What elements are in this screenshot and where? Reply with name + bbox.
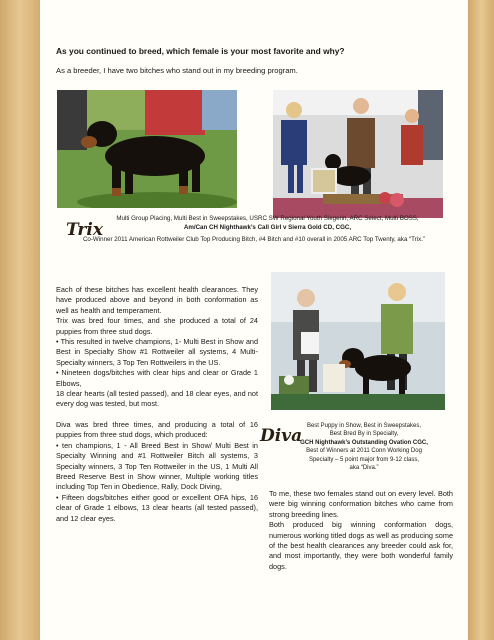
trix-stack-photo <box>57 90 237 208</box>
diva-win-photo <box>271 272 445 410</box>
page-edge-right <box>468 0 494 640</box>
right-column <box>269 489 453 572</box>
intro-text: As a breeder, I have two bitches who stand out in my breeding program. <box>56 66 298 75</box>
diva-caption-line-1: Best Puppy in Show, Best in Sweepstakes, <box>306 423 422 429</box>
left-paragraph-7: • ten champions, 1 - All Breed Best in Show/ Multi Best in Specialty Winning and #1 Rottweiler Bitch all systems, 3 Specialty winners, 3 Top Ten Rottweiler in the US, 1 Multi All Breed Reserve Best in Show winner, Multiple working titles including Top Ten in Obedience, Rally, Dock Diving, <box>56 440 258 492</box>
diva-caption <box>292 422 436 472</box>
left-column <box>56 285 258 524</box>
question-heading: As you continued to breed, which female is your most favorite and why? <box>56 46 345 56</box>
right-paragraph-2: Both produced big winning conformation dogs, numerous working titled dogs as well as producing some of the best health clearances any breeder could ask for, and most importantly, they were both wonderful family dogs. <box>269 520 453 571</box>
diva-caption-line-4: Best of Winners at 2011 Conn Working Dog <box>306 448 422 455</box>
left-paragraph-3: • This resulted in twelve champions, 1- Multi Best in Show and Best in Specialty Show #1 Rottweiler all systems, 4 Multi-Specialty winners, 3 Top Ten Rottweilers in the US. <box>56 337 258 367</box>
left-paragraph-8: • Fifteen dogs/bitches either good or excellent OFA hips, 16 clear of Grade 1 elbows, 13 clear hearts (all tested passed), and 12 clear eyes. <box>56 492 258 523</box>
left-paragraph-2: Trix was bred four times, and she produced a total of 24 puppies from three stud dogs. <box>56 316 258 336</box>
right-paragraph-1: To me, these two females stand out on every level. Both were big winning conformation bitches who came from strong breeding lines. <box>269 489 453 519</box>
trix-caption-line-1: Multi Group Placing, Multi Best in Sweepstakes, USRC SW Regional Youth Siegerin, ARC Select, Multi BOSS, <box>116 215 419 222</box>
trix-name: Trix <box>66 220 103 240</box>
left-paragraph-4: • Nineteen dogs/bitches with clear hips and clear or Grade 1 Elbows, <box>56 368 258 388</box>
diva-caption-line-3: GCH Nighthawk’s Outstanding Ovation CGC, <box>300 439 428 446</box>
left-paragraph-1: Each of these bitches has excellent health clearances. They have produced above and beyond in both conformation as well as health and temperament. <box>56 285 258 315</box>
trix-caption-line-2: Am/Can CH Nighthawk’s Call Girl v Sierra Gold CD, CGC, <box>183 224 352 231</box>
diva-caption-line-5: Specialty – 5 point major from 9-12 class, <box>308 456 420 463</box>
diva-name: Diva <box>260 426 303 446</box>
left-paragraph-6: Diva was bred three times, and producing a total of 16 puppies from three stud dogs, which produced: <box>56 419 258 440</box>
page-edge-left <box>0 0 40 640</box>
trix-caption-line-3: Co-Winner 2011 American Rottweiler Club Top Producing Bitch, #4 Bitch and #10 overall in 2005 ARC Top Twenty, aka “Trix.” <box>82 236 426 243</box>
left-paragraph-5: 18 clear hearts (all tested passed), and 18 clear eyes, and not every dog was tested, but most. <box>56 389 258 409</box>
trix-caption <box>95 214 440 232</box>
trix-win-photo <box>273 90 443 218</box>
diva-caption-line-2: Best Bred By in Specialty, <box>329 431 399 438</box>
paragraph-gap <box>56 410 258 420</box>
diva-caption-line-6: aka “Diva.” <box>349 465 379 472</box>
